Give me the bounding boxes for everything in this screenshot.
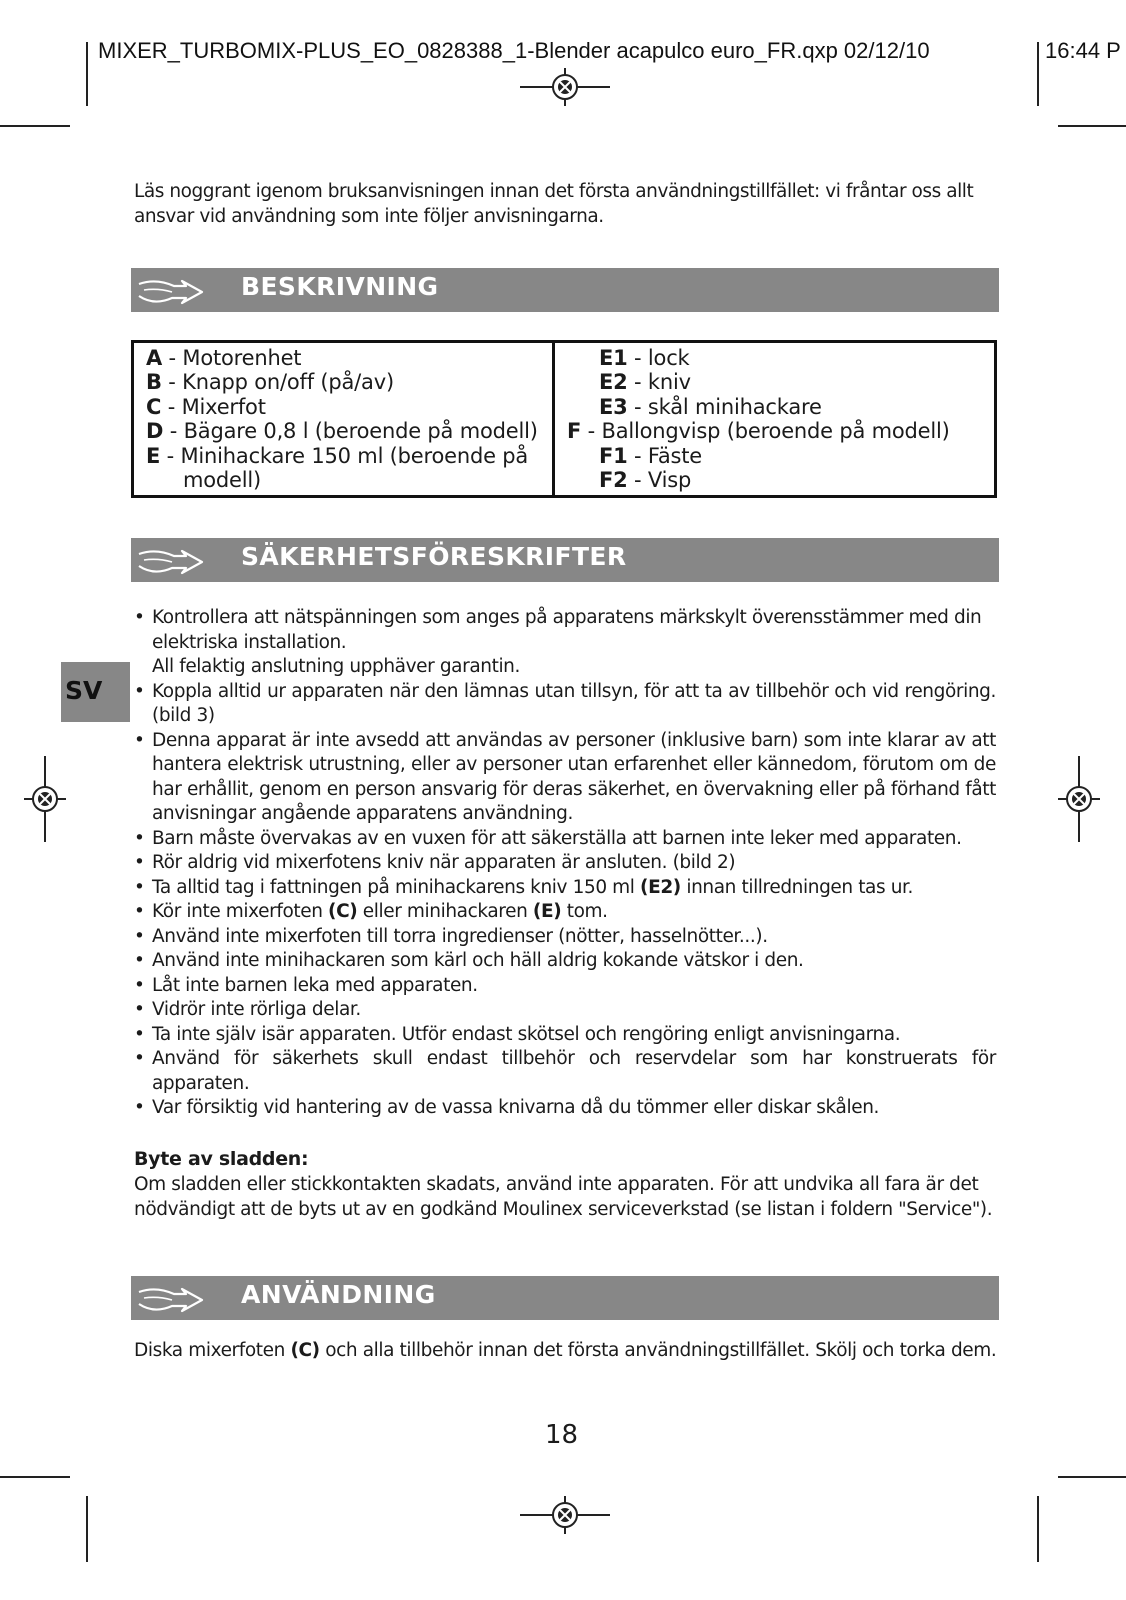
list-item: • Kontrollera att nätspänningen som anges på apparatens märkskylt överensstämmer med din elektriska installation. (134, 607, 982, 653)
section-title-usage: ANVÄNDNING (241, 1280, 436, 1309)
section-title-description: BESKRIVNING (241, 272, 439, 301)
crop-mark-left-top (86, 42, 88, 106)
list-item: E - Minihackare 150 ml (beroende på (146, 443, 529, 468)
list-item: • Vidrör inte rörliga delar. (134, 999, 361, 1020)
arrow-hand-icon (136, 276, 206, 306)
list-item: • Barn måste övervakas av en vuxen för att säkerställa att barnen inte leker med apparaten. (134, 827, 962, 849)
safety-list (134, 606, 996, 1121)
file-header-time: 16:44 P (1045, 38, 1121, 63)
crop-mark-bottom-left (0, 1476, 70, 1478)
list-item: F2 - Visp (599, 468, 692, 493)
cord-paragraph: Om sladden eller stickkontakten skadats, använd inte apparaten. För att undvika all fara är det nödvändigt att de byts ut av en godkänd Moulinex serviceverkstad (se listan i foldern "Service"). (134, 1174, 993, 1220)
language-tab (61, 662, 130, 722)
arrow-hand-icon (136, 1284, 206, 1314)
list-item: • Var försiktig vid hantering av de vassa knivarna då du tömmer eller diskar skålen. (134, 1097, 880, 1118)
crop-mark-bottom-right (1058, 1476, 1126, 1478)
section-title-safety: SÄKERHETSFÖRESKRIFTER (241, 542, 627, 571)
crop-mark-right-bottom (1037, 1496, 1039, 1562)
list-item: E1 - lock (599, 346, 690, 370)
list-item: • Kör inte mixerfoten (C) eller minihackaren (E) tom. (134, 901, 608, 922)
list-item: • Låt inte barnen leka med apparaten. (134, 974, 478, 996)
crop-mark-left-bottom (86, 1496, 88, 1562)
list-item-continuation: All felaktig anslutning upphäver garantin. (152, 656, 520, 677)
registration-mark-left-icon (24, 756, 66, 842)
list-item: F - Ballongvisp (beroende på modell) (567, 419, 950, 444)
list-item: • Använd inte minihackaren som kärl och häll aldrig kokande vätskor i den. (134, 950, 804, 971)
list-item: • Använd för säkerhets skull endast tillbehör och reservdelar som har konstruerats för apparaten. (134, 1048, 996, 1094)
list-item: A - Motorenhet (146, 346, 302, 370)
list-item: B - Knapp on/off (på/av) (146, 370, 394, 395)
page-number: 18 (545, 1420, 579, 1450)
section-banner-description (131, 268, 999, 312)
registration-mark-bottom-icon (520, 1496, 610, 1534)
list-item: C - Mixerfot (146, 394, 266, 419)
cord-heading: Byte av sladden: (134, 1148, 309, 1170)
crop-mark-top-right (1058, 125, 1126, 127)
section-banner-usage (131, 1276, 999, 1320)
file-header: MIXER_TURBOMIX-PLUS_EO_0828388_1-Blender acapulco euro_FR.qxp 02/12/10 (98, 38, 930, 63)
crop-mark-top-left (0, 125, 70, 127)
list-item: • Använd inte mixerfoten till torra ingredienser (nötter, hasselnötter...). (134, 925, 768, 947)
list-item: E2 - kniv (599, 370, 691, 395)
language-code: SV (65, 676, 103, 705)
list-item: E3 - skål minihackare (599, 394, 822, 419)
table-divider (552, 343, 555, 495)
description-table (131, 340, 997, 498)
crop-mark-right-top (1037, 42, 1039, 106)
description-left-column (146, 346, 538, 492)
list-item: • Rör aldrig vid mixerfotens kniv när apparaten är ansluten. (bild 2) (134, 852, 736, 873)
section-banner-safety (131, 538, 999, 582)
usage-paragraph: Diska mixerfoten (C) och alla tillbehör innan det första användningstillfället. Skölj och torka dem. (134, 1340, 997, 1361)
list-item: F1 - Fäste (599, 443, 703, 468)
list-item: modell) (183, 468, 262, 493)
list-item: D - Bägare 0,8 l (beroende på modell) (146, 419, 538, 444)
list-item: • Ta alltid tag i fattningen på minihackarens kniv 150 ml (E2) innan tillredningen tas ur. (134, 876, 914, 898)
description-right-column (567, 346, 950, 492)
registration-mark-top-icon (520, 68, 610, 106)
arrow-hand-icon (136, 546, 206, 576)
intro-paragraph: Läs noggrant igenom bruksanvisningen innan det första användningstillfället: vi fråntar oss allt ansvar vid användning som inte följer anvisningarna. (134, 181, 974, 227)
list-item: • Ta inte själv isär apparaten. Utför endast skötsel och rengöring enligt anvisningarna. (134, 1023, 901, 1045)
registration-mark-right-icon (1058, 756, 1100, 842)
list-item: • Koppla alltid ur apparaten när den lämnas utan tillsyn, för att ta av tillbehör och vid rengöring. (bild 3) (134, 680, 996, 726)
list-item: • Denna apparat är inte avsedd att användas av personer (inklusive barn) som inte klarar av att hantera elektrisk utrustning, eller av personer utan erfarenhet eller kännedom, förutom om de har erhållit, genom en person ansvarig för deras säkerhet, en övervakning eller på förhand fått anvisningar angående apparatens användning. (134, 729, 996, 824)
